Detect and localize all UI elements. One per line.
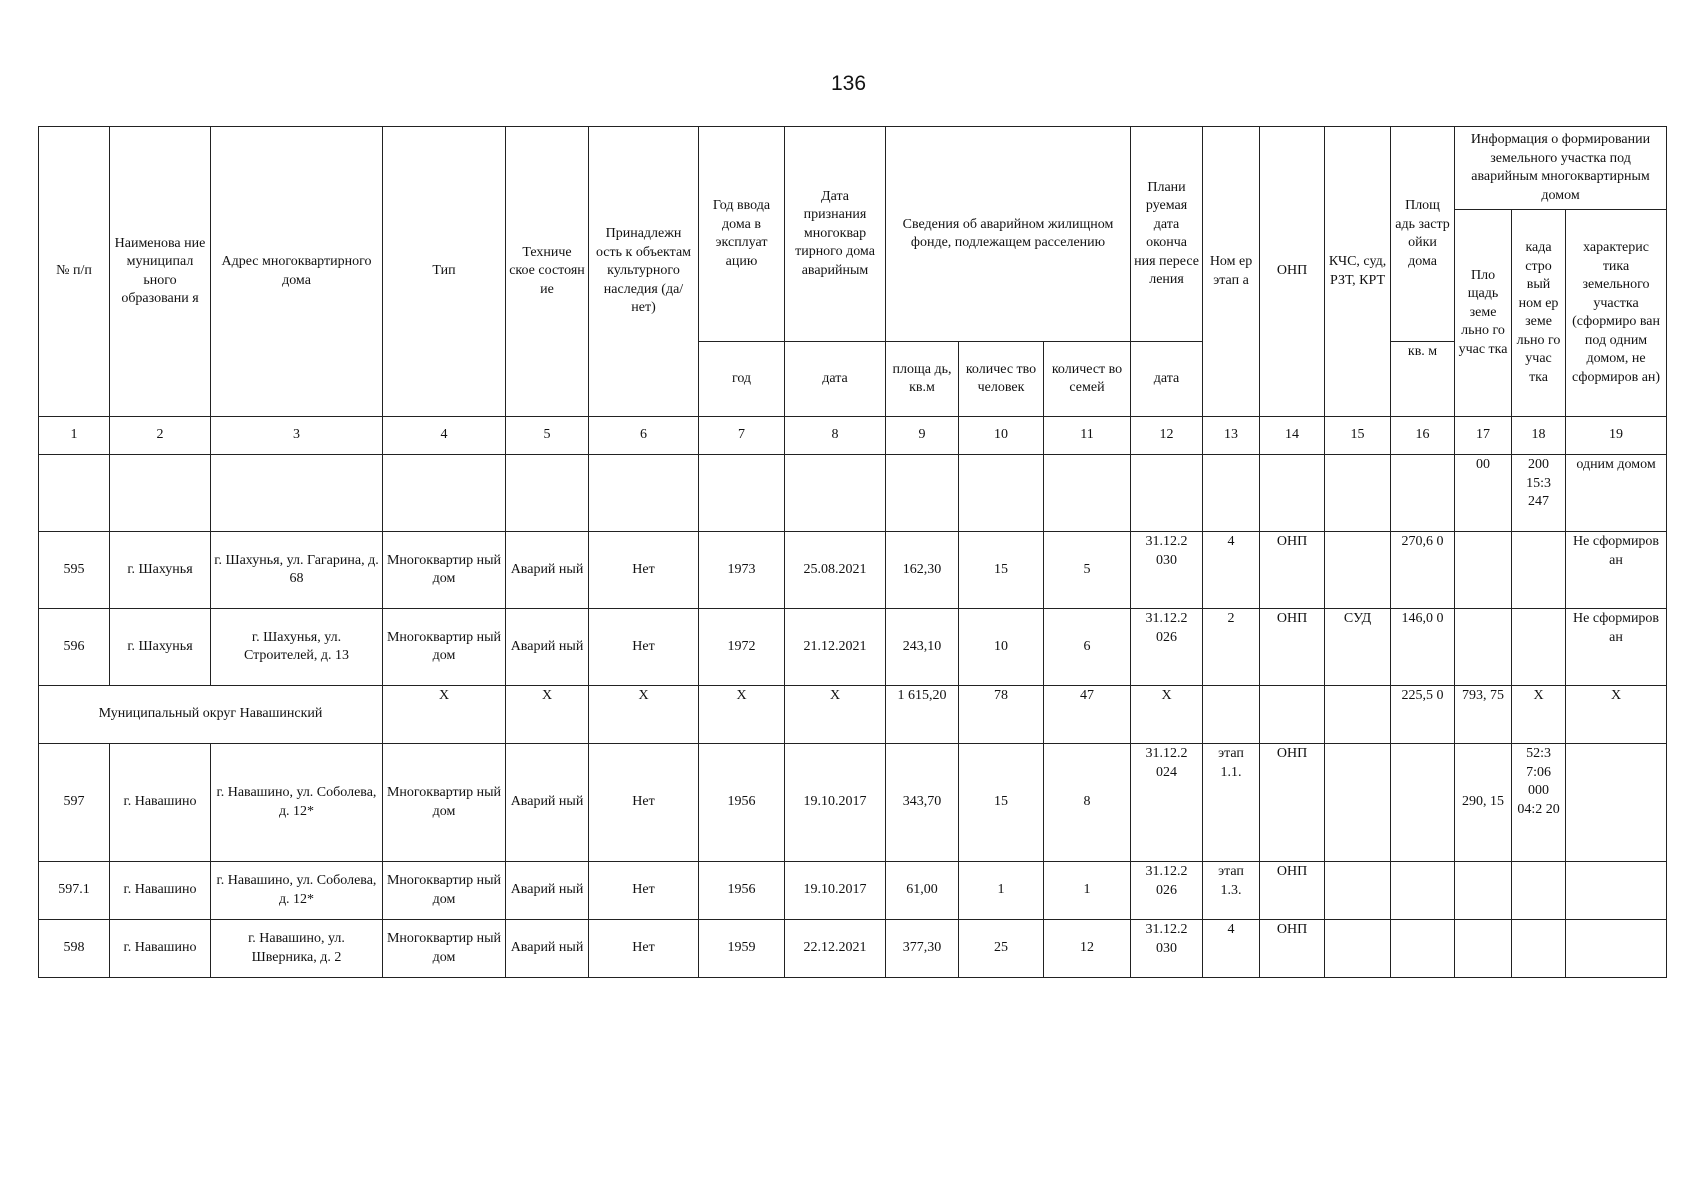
summary-cell: X (1131, 686, 1203, 744)
header-stage-number: Ном ер этап а (1203, 127, 1260, 417)
people-cell: 25 (959, 920, 1044, 978)
column-number: 19 (1566, 417, 1667, 455)
continuation-row (39, 455, 1667, 532)
subheader-year: год (699, 342, 785, 417)
summary-cell: X (1512, 686, 1566, 744)
people-cell: 10 (959, 609, 1044, 686)
row-number: 596 (39, 609, 110, 686)
subheader-people: количес тво человек (959, 342, 1044, 417)
families-cell: 12 (1044, 920, 1131, 978)
people-cell: 1 (959, 862, 1044, 920)
area-cell: 343,70 (886, 744, 959, 862)
column-number: 18 (1512, 417, 1566, 455)
page-number: 136 (830, 72, 867, 95)
type-cell: Многоквартир ный дом (383, 920, 506, 978)
column-number: 8 (785, 417, 886, 455)
summary-row (39, 686, 1667, 744)
summary-cell: X (589, 686, 699, 744)
land-characteristic-cell (1566, 744, 1667, 862)
stage-cell: этап 1.1. (1203, 744, 1260, 862)
column-number: 10 (959, 417, 1044, 455)
address-cell: г. Навашино, ул. Соболева, д. 12* (211, 862, 383, 920)
cadastral-cell: 52:3 7:06 000 04:2 20 (1512, 744, 1566, 862)
land-characteristic-cell: Не сформиров ан (1566, 609, 1667, 686)
onp-cell: ОНП (1260, 744, 1325, 862)
year-built-cell: 1973 (699, 532, 785, 609)
cadastral-cell (1512, 920, 1566, 978)
onp-cell: ОНП (1260, 862, 1325, 920)
land-characteristic-cell: Не сформиров ан (1566, 532, 1667, 609)
area-cell: 61,00 (886, 862, 959, 920)
header-recognition-date: Дата признания многоквар тирного дома аварийным (785, 127, 886, 342)
subheader-families: количест во семей (1044, 342, 1131, 417)
recognition-date-cell: 21.12.2021 (785, 609, 886, 686)
recognition-date-cell: 19.10.2017 (785, 744, 886, 862)
land-characteristic-cell (1566, 920, 1667, 978)
heritage-cell: Нет (589, 744, 699, 862)
year-built-cell: 1972 (699, 609, 785, 686)
subheader-area: площа дь, кв.м (886, 342, 959, 417)
land-area-cell (1455, 609, 1512, 686)
summary-cell: X (383, 686, 506, 744)
summary-cell: X (699, 686, 785, 744)
building-area-cell (1391, 744, 1455, 862)
recognition-date-cell: 25.08.2021 (785, 532, 886, 609)
municipality-cell: г. Шахунья (110, 532, 211, 609)
header-building-area: Площ адь застр ойки дома (1391, 127, 1455, 342)
planned-date-cell: 31.12.2 024 (1131, 744, 1203, 862)
table-row (39, 744, 1667, 862)
land-characteristic-cell: одним домом (1566, 455, 1667, 532)
land-characteristic-cell (1566, 862, 1667, 920)
land-area-cell (1455, 532, 1512, 609)
header-land-area: Пло щадь земе льно го учас тка (1455, 210, 1512, 417)
column-number-row (39, 417, 1667, 455)
table-row (39, 862, 1667, 920)
column-number: 6 (589, 417, 699, 455)
header-tech-state: Техниче ское состоян ие (506, 127, 589, 417)
land-area-cell: 00 (1455, 455, 1512, 532)
column-number: 4 (383, 417, 506, 455)
year-built-cell: 1956 (699, 862, 785, 920)
emergency-housing-table (38, 126, 1667, 978)
tech-state-cell: Аварий ный (506, 744, 589, 862)
kchs-cell (1325, 920, 1391, 978)
tech-state-cell: Аварий ный (506, 609, 589, 686)
header-kchs: КЧС, суд, РЗТ, КРТ (1325, 127, 1391, 417)
address-cell: г. Навашино, ул. Шверника, д. 2 (211, 920, 383, 978)
summary-cell: X (506, 686, 589, 744)
families-cell: 5 (1044, 532, 1131, 609)
header-type: Тип (383, 127, 506, 417)
column-number: 1 (39, 417, 110, 455)
summary-land-area-cell: 793, 75 (1455, 686, 1512, 744)
heritage-cell: Нет (589, 920, 699, 978)
subheader-planned-date: дата (1131, 342, 1203, 417)
type-cell: Многоквартир ный дом (383, 609, 506, 686)
year-built-cell: 1959 (699, 920, 785, 978)
column-number: 17 (1455, 417, 1512, 455)
header-fund-info: Сведения об аварийном жилищном фонде, подлежащем расселению (886, 127, 1131, 342)
column-number: 9 (886, 417, 959, 455)
building-area-cell: 270,6 0 (1391, 532, 1455, 609)
families-cell: 8 (1044, 744, 1131, 862)
summary-area-cell: 1 615,20 (886, 686, 959, 744)
summary-families-cell: 47 (1044, 686, 1131, 744)
row-number: 597.1 (39, 862, 110, 920)
row-number: 597 (39, 744, 110, 862)
recognition-date-cell: 22.12.2021 (785, 920, 886, 978)
address-cell: г. Шахунья, ул. Строителей, д. 13 (211, 609, 383, 686)
unit-building-area: кв. м (1391, 342, 1455, 417)
table-row (39, 609, 1667, 686)
kchs-cell (1325, 862, 1391, 920)
heritage-cell: Нет (589, 532, 699, 609)
planned-date-cell: 31.12.2 026 (1131, 609, 1203, 686)
type-cell: Многоквартир ный дом (383, 862, 506, 920)
header-municipality: Наименова ние муниципал ьного образовани я (110, 127, 211, 417)
cadastral-cell (1512, 609, 1566, 686)
building-area-cell: 146,0 0 (1391, 609, 1455, 686)
summary-cell: X (1566, 686, 1667, 744)
type-cell: Многоквартир ный дом (383, 744, 506, 862)
column-number: 16 (1391, 417, 1455, 455)
summary-people-cell: 78 (959, 686, 1044, 744)
recognition-date-cell: 19.10.2017 (785, 862, 886, 920)
tech-state-cell: Аварий ный (506, 532, 589, 609)
stage-cell: 4 (1203, 920, 1260, 978)
municipality-cell: г. Шахунья (110, 609, 211, 686)
heritage-cell: Нет (589, 862, 699, 920)
area-cell: 162,30 (886, 532, 959, 609)
municipality-cell: г. Навашино (110, 920, 211, 978)
column-number: 5 (506, 417, 589, 455)
cadastral-cell (1512, 532, 1566, 609)
municipality-cell: г. Навашино (110, 862, 211, 920)
stage-cell: 2 (1203, 609, 1260, 686)
planned-date-cell: 31.12.2 030 (1131, 532, 1203, 609)
column-number: 14 (1260, 417, 1325, 455)
header-land-info: Информация о формировании земельного участка под аварийным многоквартирным домом (1455, 127, 1667, 210)
kchs-cell (1325, 532, 1391, 609)
table-row (39, 532, 1667, 609)
land-area-cell: 290, 15 (1455, 744, 1512, 862)
year-built-cell: 1956 (699, 744, 785, 862)
column-number: 3 (211, 417, 383, 455)
header-cadastral: када стро вый ном ер земе льно го учас тка (1512, 210, 1566, 417)
municipality-cell: г. Навашино (110, 744, 211, 862)
header-address: Адрес многоквартирного дома (211, 127, 383, 417)
onp-cell: ОНП (1260, 609, 1325, 686)
column-number: 2 (110, 417, 211, 455)
summary-label: Муниципальный округ Навашинский (39, 686, 383, 744)
header-year-built: Год ввода дома в эксплуат ацию (699, 127, 785, 342)
header-land-characteristic: характерис тика земельного участка (сформиро ван под одним домом, не сформиров ан) (1566, 210, 1667, 417)
people-cell: 15 (959, 532, 1044, 609)
address-cell: г. Навашино, ул. Соболева, д. 12* (211, 744, 383, 862)
column-number: 7 (699, 417, 785, 455)
tech-state-cell: Аварий ный (506, 920, 589, 978)
kchs-cell (1325, 744, 1391, 862)
summary-cell: X (785, 686, 886, 744)
column-number: 13 (1203, 417, 1260, 455)
tech-state-cell: Аварий ный (506, 862, 589, 920)
header-num: № п/п (39, 127, 110, 417)
row-number: 598 (39, 920, 110, 978)
column-number: 11 (1044, 417, 1131, 455)
land-area-cell (1455, 920, 1512, 978)
heritage-cell: Нет (589, 609, 699, 686)
area-cell: 377,30 (886, 920, 959, 978)
land-area-cell (1455, 862, 1512, 920)
building-area-cell (1391, 920, 1455, 978)
people-cell: 15 (959, 744, 1044, 862)
planned-date-cell: 31.12.2 026 (1131, 862, 1203, 920)
kchs-cell: СУД (1325, 609, 1391, 686)
stage-cell: 4 (1203, 532, 1260, 609)
address-cell: г. Шахунья, ул. Гагарина, д. 68 (211, 532, 383, 609)
header-heritage: Принадлежн ость к объектам культурного наследия (да/нет) (589, 127, 699, 417)
row-number: 595 (39, 532, 110, 609)
planned-date-cell: 31.12.2 030 (1131, 920, 1203, 978)
type-cell: Многоквартир ный дом (383, 532, 506, 609)
onp-cell: ОНП (1260, 532, 1325, 609)
column-number: 12 (1131, 417, 1203, 455)
stage-cell: этап 1.3. (1203, 862, 1260, 920)
families-cell: 1 (1044, 862, 1131, 920)
area-cell: 243,10 (886, 609, 959, 686)
onp-cell: ОНП (1260, 920, 1325, 978)
table-row (39, 920, 1667, 978)
cadastral-cell (1512, 862, 1566, 920)
column-number: 15 (1325, 417, 1391, 455)
families-cell: 6 (1044, 609, 1131, 686)
cadastral-cell: 200 15:3 247 (1512, 455, 1566, 532)
building-area-cell (1391, 862, 1455, 920)
header-onp: ОНП (1260, 127, 1325, 417)
header-planned-date: Плани руемая дата оконча ния пересе ления (1131, 127, 1203, 342)
subheader-date: дата (785, 342, 886, 417)
summary-building-area-cell: 225,5 0 (1391, 686, 1455, 744)
